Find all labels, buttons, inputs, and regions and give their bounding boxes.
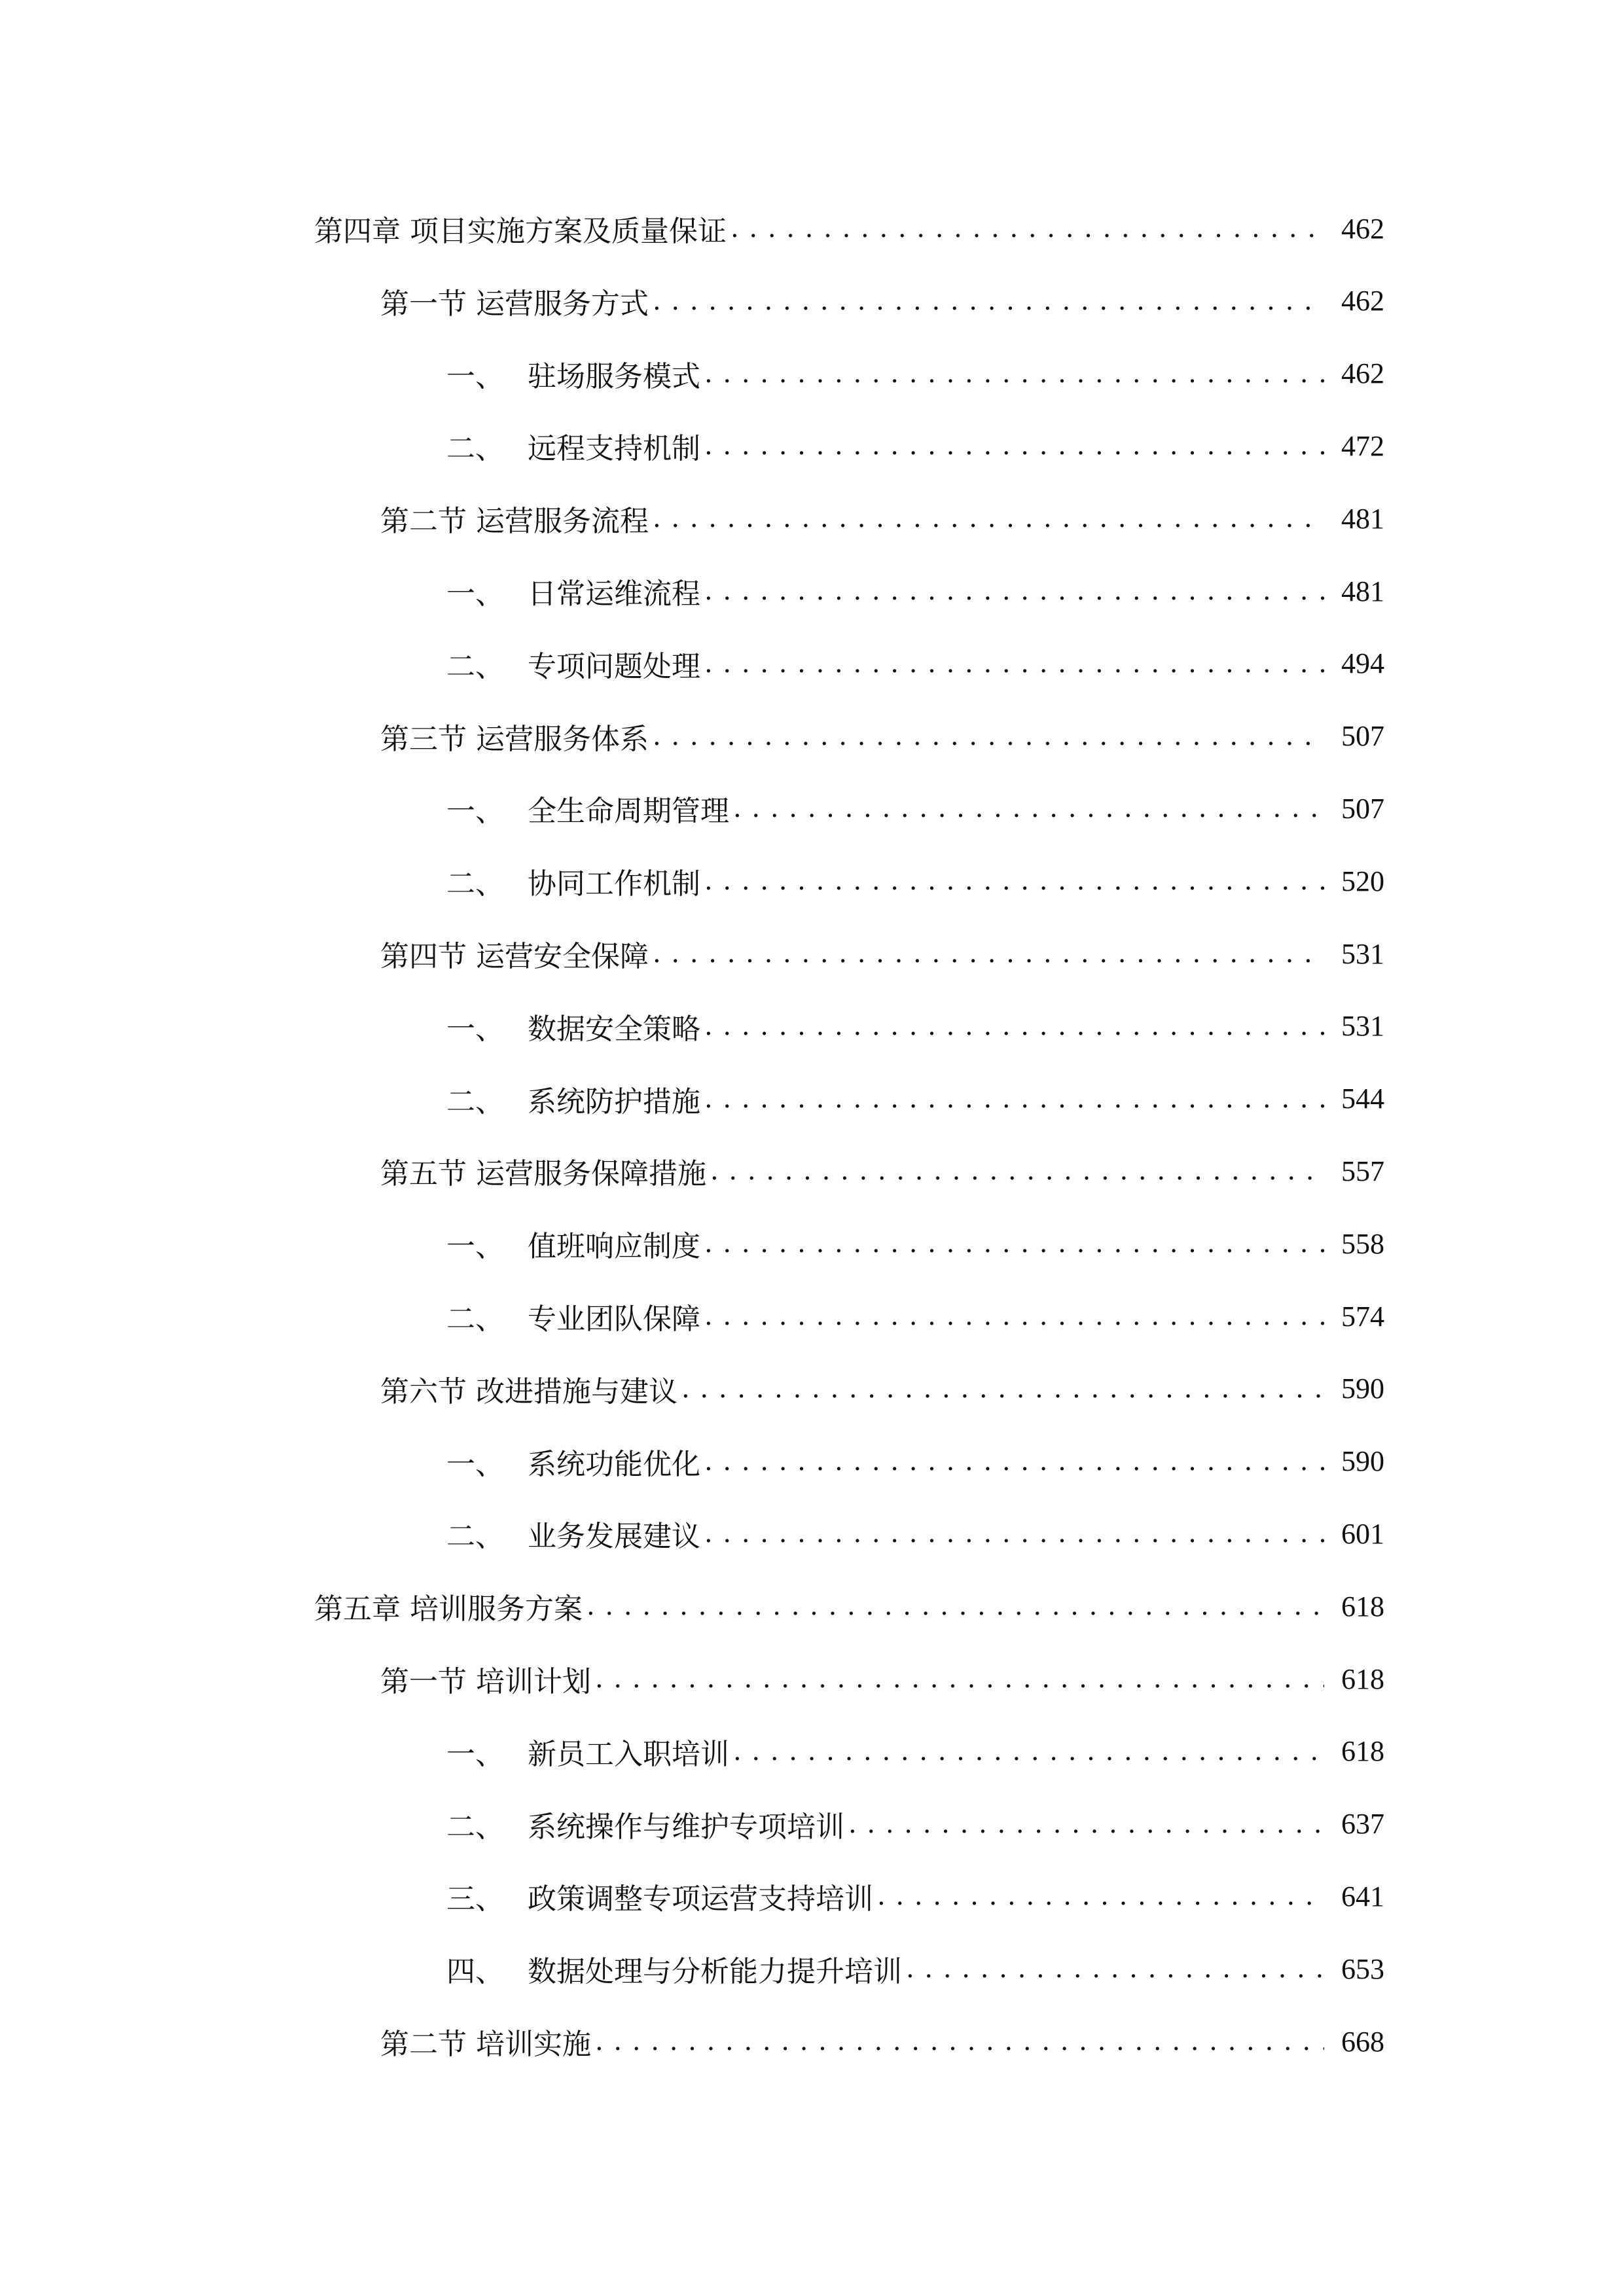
dot-leader	[731, 213, 1324, 243]
toc-entry-title: 第二节 运营服务流程	[380, 505, 649, 539]
toc-entry-page-number: 462	[1341, 285, 1384, 317]
dot-leader	[877, 1881, 1324, 1911]
toc-entry[interactable]	[380, 1151, 1384, 1191]
toc-entry-page-number: 462	[1341, 212, 1384, 245]
toc-entry[interactable]	[380, 2022, 1384, 2061]
dot-leader	[704, 576, 1324, 606]
toc-entry-marker: 二、	[446, 1520, 504, 1554]
toc-entry[interactable]	[446, 1514, 1384, 1553]
toc-entry[interactable]	[446, 1297, 1384, 1336]
dot-leader	[653, 503, 1324, 533]
toc-entry[interactable]	[446, 1949, 1384, 1988]
dot-leader	[704, 1446, 1324, 1477]
toc-entry-marker: 二、	[446, 867, 504, 901]
toc-entry-title: 系统操作与维护专项培训	[528, 1810, 844, 1844]
toc-entry-title: 值班响应制度	[528, 1230, 700, 1264]
dot-leader	[704, 1518, 1324, 1549]
toc-entry[interactable]	[380, 1659, 1384, 1698]
toc-entry[interactable]	[380, 499, 1384, 538]
toc-entry-page-number: 531	[1341, 937, 1384, 970]
toc-entry-title: 业务发展建议	[528, 1520, 700, 1554]
toc-entry-marker: 一、	[446, 795, 504, 829]
dot-leader	[704, 431, 1324, 461]
toc-entry-page-number: 574	[1341, 1300, 1384, 1333]
toc-entry-title: 驻场服务模式	[528, 359, 700, 393]
dot-leader	[710, 1156, 1324, 1186]
dot-leader	[906, 1954, 1324, 1984]
toc-entry-marker: 二、	[446, 1302, 504, 1336]
toc-entry-page-number: 641	[1341, 1880, 1384, 1912]
toc-entry-marker: 二、	[446, 1810, 504, 1844]
toc-entry-title: 第二节 培训实施	[380, 2028, 591, 2061]
toc-entry-title: 专业团队保障	[528, 1302, 700, 1336]
toc-entry[interactable]	[446, 1079, 1384, 1119]
toc-entry-page-number: 601	[1341, 1517, 1384, 1550]
toc-entry-page-number: 481	[1341, 575, 1384, 607]
toc-entry-title: 数据安全策略	[528, 1012, 700, 1046]
toc-entry-title: 全生命周期管理	[528, 795, 729, 829]
dot-leader	[653, 286, 1324, 316]
dot-leader	[704, 1011, 1324, 1041]
dot-leader	[848, 1809, 1324, 1839]
dot-leader	[653, 939, 1324, 969]
dot-leader	[704, 1301, 1324, 1331]
toc-entry-title: 第五节 运营服务保障措施	[380, 1157, 706, 1191]
toc-entry-page-number: 558	[1341, 1227, 1384, 1260]
toc-entry-title: 协同工作机制	[528, 867, 700, 901]
dot-leader	[733, 793, 1324, 823]
toc-entry-page-number: 462	[1341, 357, 1384, 390]
toc-entry-page-number: 520	[1341, 865, 1384, 897]
dot-leader	[704, 1084, 1324, 1114]
toc-entry[interactable]	[314, 209, 1384, 248]
toc-entry-title: 日常运维流程	[528, 577, 700, 611]
toc-entry-page-number: 557	[1341, 1155, 1384, 1187]
toc-entry[interactable]	[446, 1804, 1384, 1844]
toc-entry[interactable]	[446, 571, 1384, 611]
toc-entry-marker: 二、	[446, 432, 504, 466]
toc-entry-title: 数据处理与分析能力提升培训	[528, 1955, 902, 1989]
toc-entry-title: 政策调整专项运营支持培训	[528, 1882, 873, 1916]
dot-leader	[681, 1374, 1324, 1404]
toc-entry-page-number: 494	[1341, 647, 1384, 680]
toc-entry-marker: 一、	[446, 1012, 504, 1046]
toc-entry-marker: 二、	[446, 649, 504, 683]
toc-entry-page-number: 481	[1341, 502, 1384, 535]
toc-entry[interactable]	[446, 789, 1384, 828]
toc-entry[interactable]	[446, 861, 1384, 901]
toc-entry-page-number: 472	[1341, 429, 1384, 462]
dot-leader	[704, 649, 1324, 679]
toc-entry-page-number: 618	[1341, 1735, 1384, 1768]
toc-entry-marker: 一、	[446, 577, 504, 611]
toc-entry-page-number: 618	[1341, 1662, 1384, 1695]
toc-entry-page-number: 618	[1341, 1590, 1384, 1623]
toc-entry-title: 系统防护措施	[528, 1085, 700, 1119]
toc-entry-title: 第六节 改进措施与建议	[380, 1374, 677, 1408]
toc-entry-title: 第一节 运营服务方式	[380, 287, 649, 321]
toc-entry-title: 远程支持机制	[528, 432, 700, 466]
toc-entry-marker: 二、	[446, 1085, 504, 1119]
toc-entry-title: 第三节 运营服务体系	[380, 722, 649, 756]
toc-entry[interactable]	[446, 354, 1384, 393]
toc-entry-page-number: 668	[1341, 2025, 1384, 2058]
toc-entry-page-number: 637	[1341, 1808, 1384, 1840]
toc-entry[interactable]	[446, 426, 1384, 465]
toc-entry-title: 第五章 培训服务方案	[314, 1592, 583, 1626]
toc-entry[interactable]	[446, 1732, 1384, 1771]
dot-leader	[653, 721, 1324, 751]
toc-entry-title: 第四节 运营安全保障	[380, 940, 649, 973]
toc-entry-page-number: 653	[1341, 1952, 1384, 1985]
toc-entry-page-number: 507	[1341, 792, 1384, 825]
toc-entry[interactable]	[446, 1007, 1384, 1046]
toc-entry-marker: 一、	[446, 359, 504, 393]
toc-entry[interactable]	[446, 1442, 1384, 1481]
toc-entry-title: 系统功能优化	[528, 1447, 700, 1481]
toc-entry-page-number: 590	[1341, 1445, 1384, 1478]
toc-entry[interactable]	[446, 644, 1384, 683]
toc-entry[interactable]	[446, 1876, 1384, 1916]
toc-entry[interactable]	[380, 934, 1384, 973]
toc-entry-title: 第一节 培训计划	[380, 1665, 591, 1698]
dot-leader	[595, 1664, 1324, 1694]
toc-entry-page-number: 531	[1341, 1010, 1384, 1043]
toc-entry-page-number: 507	[1341, 720, 1384, 753]
dot-leader	[704, 866, 1324, 896]
toc-entry-marker: 四、	[446, 1955, 504, 1989]
dot-leader	[704, 1229, 1324, 1259]
toc-entry-marker: 一、	[446, 1447, 504, 1481]
toc-entry-marker: 三、	[446, 1882, 504, 1916]
toc-entry[interactable]	[380, 1369, 1384, 1408]
dot-leader	[704, 359, 1324, 389]
toc-entry-page-number: 544	[1341, 1083, 1384, 1115]
toc-entry-title: 第四章 项目实施方案及质量保证	[314, 215, 727, 248]
dot-leader	[595, 2026, 1324, 2056]
toc-entry-title: 专项问题处理	[528, 649, 700, 683]
dot-leader	[586, 1591, 1324, 1621]
toc-entry-title: 新员工入职培训	[528, 1737, 729, 1771]
toc-entry[interactable]	[380, 717, 1384, 756]
dot-leader	[733, 1736, 1324, 1767]
toc-entry[interactable]	[380, 281, 1384, 321]
toc-entry[interactable]	[314, 1587, 1384, 1626]
toc-entry-marker: 一、	[446, 1737, 504, 1771]
toc-entry-page-number: 590	[1341, 1372, 1384, 1405]
toc-entry-marker: 一、	[446, 1230, 504, 1264]
toc-entry[interactable]	[446, 1224, 1384, 1263]
